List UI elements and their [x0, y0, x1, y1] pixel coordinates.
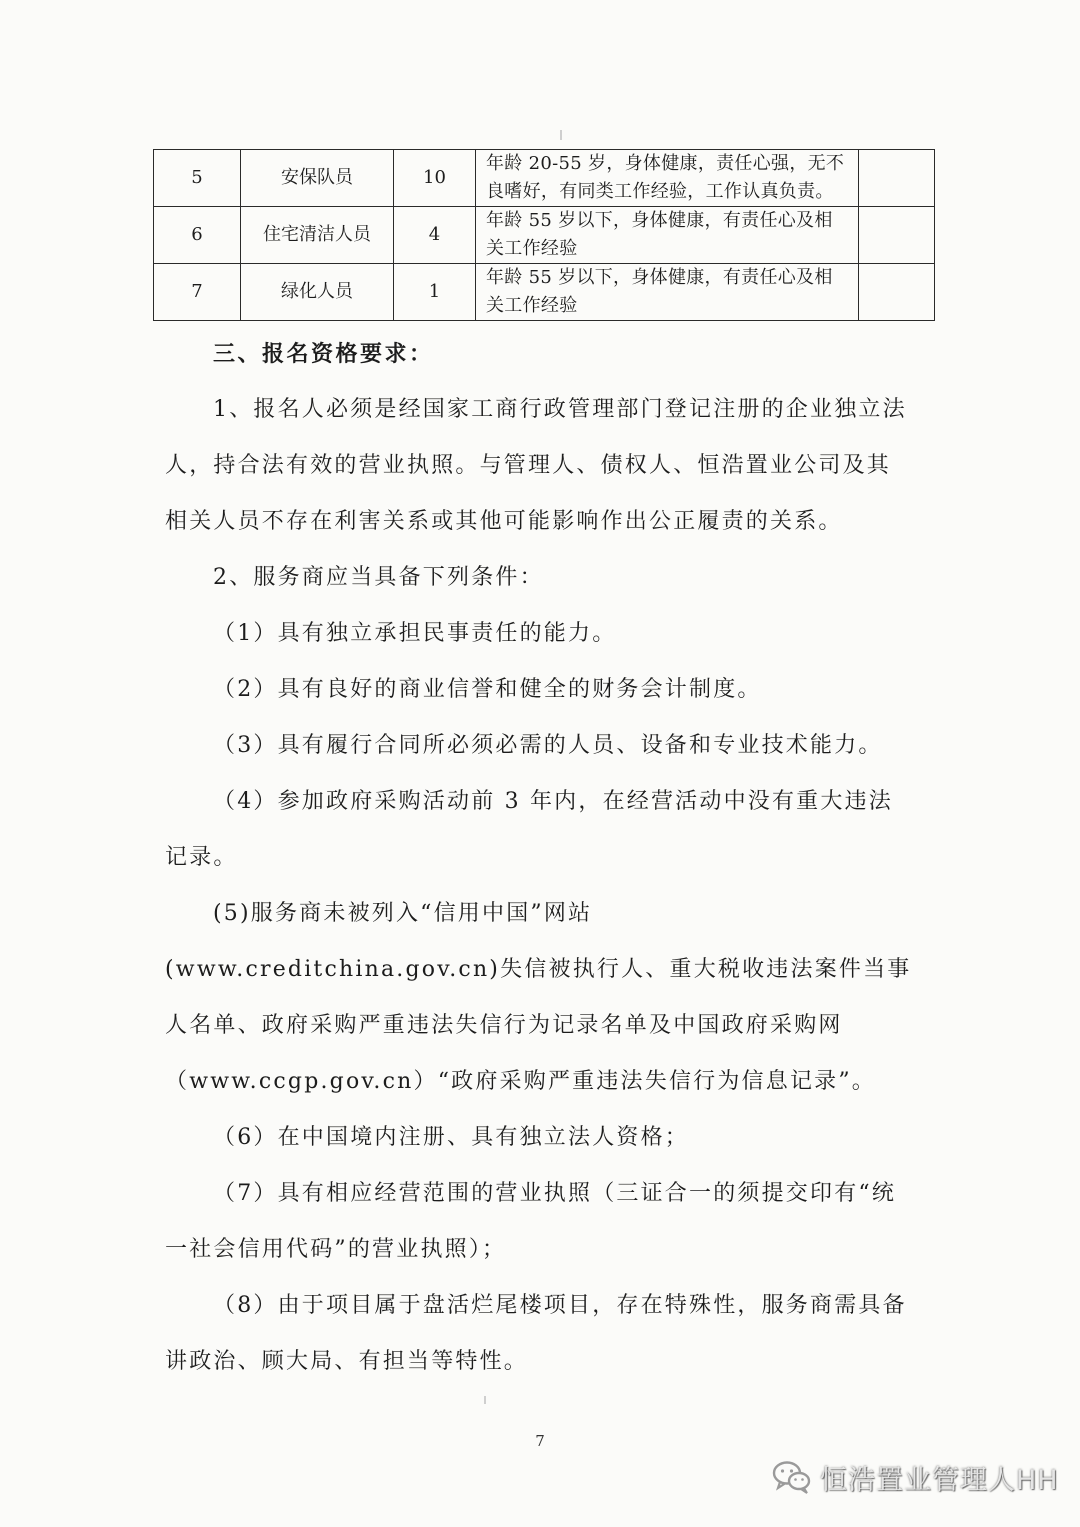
staff-table	[153, 149, 935, 321]
scan-mark	[484, 1396, 486, 1404]
paragraph-1: 1、报名人必须是经国家工商行政管理部门登记注册的企业独立法人，持合法有效的营业执照。与管理人、债权人、恒浩置业公司及其相关人员不存在利害关系或其他可能影响作出公正履责的关系。	[165, 397, 907, 534]
paragraph-3: （1）具有独立承担民事责任的能力。	[213, 621, 617, 646]
row-number: 7	[154, 264, 241, 321]
row-number: 5	[154, 150, 241, 207]
paragraph-2: 2、服务商应当具备下列条件：	[213, 565, 544, 590]
watermark-text: 恒浩置业管理人HH	[820, 1464, 1059, 1496]
row-count: 4	[394, 207, 476, 264]
table-row	[154, 207, 935, 264]
wechat-icon	[772, 1459, 812, 1495]
paragraph-7: (5)服务商未被列入“信用中国”网站(www.creditchina.gov.cn)失信被执行人、重大税收违法案件当事人名单、政府采购严重违法失信行为记录名单及中国政府采购网（www.ccgp.gov.cn）“政府采购严重违法失信行为信息记录”。	[165, 901, 912, 1094]
paragraph-4: （2）具有良好的商业信誉和健全的财务会计制度。	[213, 677, 762, 702]
row-requirement: 年龄 55 岁以下，身体健康，有责任心及相关工作经验	[476, 264, 859, 321]
row-remark	[859, 150, 935, 207]
row-remark	[859, 207, 935, 264]
paragraph-8: （6）在中国境内注册、具有独立法人资格；	[213, 1125, 689, 1150]
paragraph-10: （8）由于项目属于盘活烂尾楼项目，存在特殊性，服务商需具备讲政治、顾大局、有担当等特性。	[165, 1293, 907, 1374]
paragraph-6: （4）参加政府采购活动前 3 年内，在经营活动中没有重大违法记录。	[165, 789, 893, 870]
paragraph-9: （7）具有相应经营范围的营业执照（三证合一的须提交印有“统一社会信用代码”的营业执照）；	[165, 1181, 897, 1262]
row-position: 绿化人员	[241, 264, 394, 321]
table-row	[154, 150, 935, 207]
row-remark	[859, 264, 935, 321]
paragraph-5: （3）具有履行合同所必须必需的人员、设备和专业技术能力。	[213, 733, 883, 758]
watermark	[772, 1452, 1059, 1502]
row-requirement: 年龄 20-55 岁，身体健康，责任心强，无不良嗜好，有同类工作经验，工作认真负责。	[476, 150, 859, 207]
page-number: 7	[535, 1432, 545, 1450]
row-requirement: 年龄 55 岁以下，身体健康，有责任心及相关工作经验	[476, 207, 859, 264]
row-count: 10	[394, 150, 476, 207]
scan-mark	[560, 130, 562, 140]
row-position: 安保队员	[241, 150, 394, 207]
table-row	[154, 264, 935, 321]
section-heading: 三、报名资格要求：	[213, 341, 434, 367]
row-number: 6	[154, 207, 241, 264]
row-count: 1	[394, 264, 476, 321]
row-position: 住宅清洁人员	[241, 207, 394, 264]
